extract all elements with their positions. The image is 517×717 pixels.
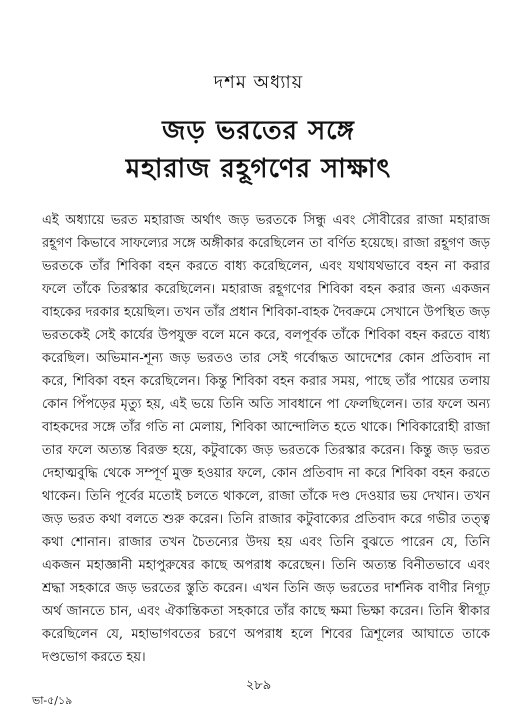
chapter-title-line-2: মহারাজ রহূগণের সাক্ষাৎ	[125, 154, 392, 184]
chapter-title-line-1: জড় ভরতের সঙ্গে	[162, 116, 355, 146]
summary-paragraph: এই অধ্যায়ে ভরত মহারাজ অর্থাৎ জড় ভরতকে সিন্ধু এবং সৌবীরের রাজা মহারাজ রহূগণ কিভাবে সাফল্যের সঙ্গে অঙ্গীকার করেছিলেন তা বর্ণিত হয়েছে। রাজা রহূগণ জড় ভরতকে তাঁর শিবিকা বহন করতে বাধ্য করেছিলেন, এবং যথাযথভাবে বহন না করার ফলে তাঁকে তিরস্কার করেছিলেন। মহারাজ রহূগণের শিবিকা বহন করার জন্য একজন বাহকের দরকার হয়েছিল। তখন তাঁর প্রধান শিবিকা-বাহক দৈবক্রমে সেখানে উপস্থিত জড় ভরতকেই সেই কার্যের উপযুক্ত বলে মনে করে, বলপূর্বক তাঁকে শিবিকা বহন করতে বাধ্য করেছিল। অভিমান-শূন্য জড় ভরতও তার সেই গর্বোদ্ধত আদেশের কোন প্রতিবাদ না করে, শিবিকা বহন করেছিলেন। কিন্তু শিবিকা বহন করার সময়, পাছে তাঁর পায়ের তলায় কোন পিঁপড়ের মৃত্যু হয়, এই ভয়ে তিনি অতি সাবধানে পা ফেলছিলেন। তার ফলে অন্য বাহকদের সঙ্গে তাঁর গতি না মেলায়, শিবিকা আন্দোলিত হতে থাকে। শিবিকারোহী রাজা তার ফলে অত্যন্ত বিরক্ত হয়ে, কটুবাক্যে জড় ভরতকে তিরস্কার করেন। কিন্তু জড় ভরত দেহাত্মবুদ্ধি থেকে সম্পূর্ণ মুক্ত হওয়ার ফলে, কোন প্রতিবাদ না করে শিবিকা বহন করতে থাকেন। তিনি পূর্বের মতোই চলতে থাকলে, রাজা তাঁকে দণ্ড দেওয়ার ভয় দেখান। তখন জড় ভরত কথা বলতে শুরু করেন। তিনি রাজার কটুবাক্যের প্রতিবাদ করে গভীর তত্ত্ব কথা শোনান। রাজার তখন চৈতন্যের উদয় হয় এবং তিনি বুঝতে পারেন যে, তিনি একজন মহাজ্ঞানী মহাপুরুষের কাছে অপরাধ করেছেন। তিনি অত্যন্ত বিনীতভাবে এবং শ্রদ্ধা সহকারে জড় ভরতের স্তুতি করেন। এখন তিনি জড় ভরতের দার্শনিক বাণীর নিগূঢ় অর্থ জানতে চান, এবং ঐকান্তিকতা সহকারে তাঁর কাছে ক্ষমা ভিক্ষা করেন। তিনি স্বীকার করেছিলেন যে, মহাভাগবতের চরণে অপরাধ হলে শিবের ত্রিশূলের আঘাতে তাকে দণ্ডভোগ করতে হয়।	[42, 213, 490, 665]
chapter-label: দশম অধ্যায়	[213, 72, 304, 93]
summary-text	[42, 209, 490, 669]
signature-mark: ভা-৫/১৯	[32, 694, 73, 707]
page-number: ২৮৯	[245, 678, 272, 693]
